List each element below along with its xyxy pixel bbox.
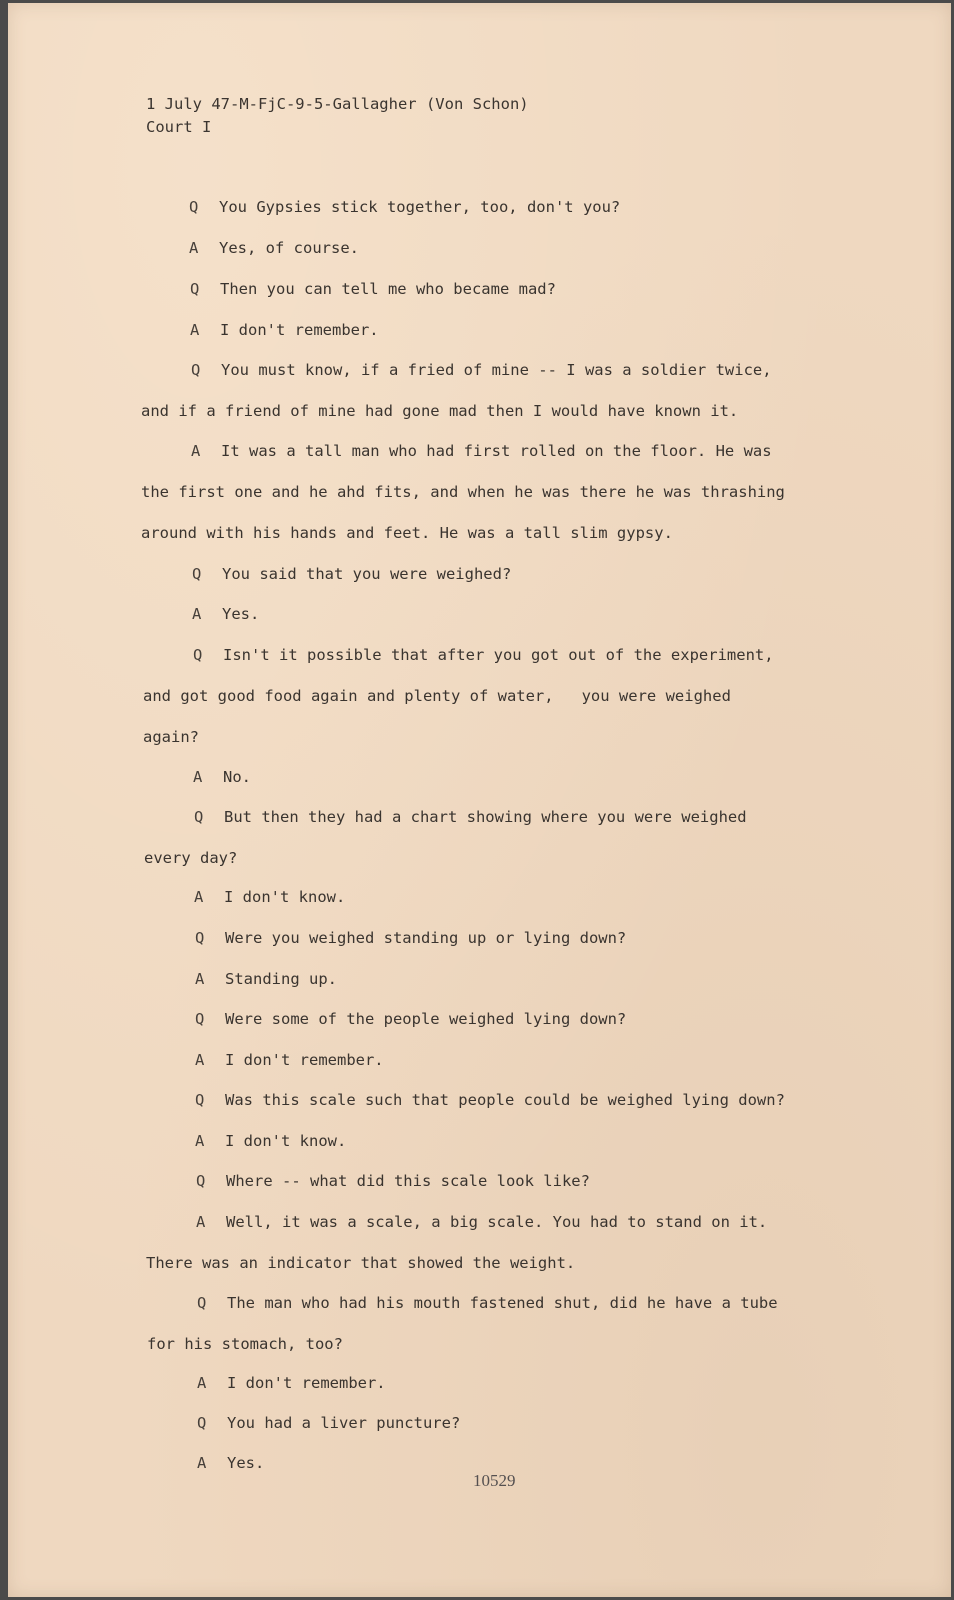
line-text: No.	[223, 768, 251, 786]
page-number: 10529	[473, 1471, 516, 1490]
transcript-line	[195, 1050, 384, 1070]
line-text: I don't know.	[224, 888, 346, 906]
speaker-label: Q	[197, 1414, 207, 1432]
speaker-label: A	[195, 970, 205, 988]
transcript-line	[190, 279, 556, 299]
speaker-label: Q	[195, 1010, 205, 1028]
document-page	[8, 3, 951, 1597]
speaker-label: A	[195, 1051, 205, 1069]
transcript-line	[195, 1090, 785, 1110]
transcript-line	[193, 645, 774, 665]
transcript-line	[192, 564, 511, 584]
line-text: for his stomach, too?	[147, 1335, 343, 1353]
speaker-label: A	[193, 768, 203, 786]
line-text: You had a liver puncture?	[227, 1414, 461, 1432]
transcript-line	[143, 727, 199, 747]
line-text: and got good food again and plenty of water, you were weighed	[143, 687, 731, 705]
line-text: Standing up.	[225, 970, 337, 988]
speaker-label: Q	[195, 1091, 205, 1109]
line-text: You said that you were weighed?	[222, 565, 512, 583]
speaker-label: A	[192, 605, 202, 623]
line-text: You Gypsies stick together, too, don't you?	[219, 198, 621, 216]
header-case-line: 1 July 47-M-FjC-9-5-Gallagher (Von Schon)	[146, 95, 529, 113]
transcript-line	[141, 482, 785, 502]
speaker-label: Q	[189, 198, 199, 216]
line-text: the first one and he ahd fits, and when he was there he was thrashing	[141, 483, 785, 501]
speaker-label: Q	[190, 280, 200, 298]
line-text: I don't remember.	[227, 1374, 386, 1392]
speaker-label: A	[196, 1213, 206, 1231]
line-text: again?	[143, 728, 199, 746]
line-text: The man who had his mouth fastened shut, did he have a tube	[227, 1294, 778, 1312]
transcript-line	[194, 887, 345, 907]
transcript-line	[196, 1171, 590, 1191]
transcript-line	[141, 523, 673, 543]
line-text: Was this scale such that people could be weighed lying down?	[225, 1091, 785, 1109]
speaker-label: A	[197, 1374, 207, 1392]
transcript-line	[191, 441, 772, 461]
transcript-line	[195, 1009, 626, 1029]
document-header	[146, 93, 529, 139]
transcript-line	[195, 1131, 346, 1151]
line-text: I don't remember.	[220, 321, 379, 339]
transcript-line	[190, 320, 379, 340]
transcript-line	[195, 928, 626, 948]
transcript-line	[191, 360, 772, 380]
line-text: Where -- what did this scale look like?	[226, 1172, 590, 1190]
line-text: You must know, if a fried of mine -- I was a soldier twice,	[221, 361, 772, 379]
transcript-line	[144, 848, 237, 868]
line-text: Yes.	[227, 1454, 265, 1472]
line-text: Then you can tell me who became mad?	[220, 280, 556, 298]
speaker-label: A	[190, 321, 200, 339]
transcript-line	[189, 238, 359, 258]
speaker-label: Q	[192, 565, 202, 583]
transcript-line	[189, 197, 620, 217]
transcript-line	[197, 1373, 386, 1393]
line-text: It was a tall man who had first rolled on the floor. He was	[221, 442, 772, 460]
line-text: I don't remember.	[225, 1051, 384, 1069]
transcript-line	[195, 969, 337, 989]
speaker-label: Q	[193, 646, 203, 664]
line-text: Yes, of course.	[219, 239, 359, 257]
transcript-line	[194, 807, 747, 827]
transcript-line	[141, 401, 738, 421]
transcript-line	[146, 1253, 575, 1273]
speaker-label: Q	[191, 361, 201, 379]
header-court-line: Court I	[146, 118, 212, 136]
transcript-line	[197, 1413, 460, 1433]
speaker-label: A	[194, 888, 204, 906]
line-text: and if a friend of mine had gone mad then I would have known it.	[141, 402, 739, 420]
line-text: Were some of the people weighed lying down?	[225, 1010, 627, 1028]
speaker-label: A	[189, 239, 199, 257]
transcript-line	[197, 1293, 778, 1313]
transcript-line	[196, 1212, 767, 1232]
speaker-label: A	[197, 1454, 207, 1472]
line-text: around with his hands and feet. He was a tall slim gypsy.	[141, 524, 673, 542]
transcript-line	[193, 767, 251, 787]
line-text: every day?	[144, 849, 238, 867]
speaker-label: Q	[194, 808, 204, 826]
speaker-label: A	[195, 1132, 205, 1150]
line-text: Well, it was a scale, a big scale. You had to stand on it.	[226, 1213, 768, 1231]
line-text: Were you weighed standing up or lying down?	[225, 929, 627, 947]
line-text: But then they had a chart showing where you were weighed	[224, 808, 747, 826]
speaker-label: Q	[196, 1172, 206, 1190]
speaker-label: A	[191, 442, 201, 460]
transcript-line	[143, 686, 731, 706]
line-text: I don't know.	[225, 1132, 347, 1150]
speaker-label: Q	[197, 1294, 207, 1312]
line-text: There was an indicator that showed the weight.	[146, 1254, 576, 1272]
line-text: Yes.	[222, 605, 260, 623]
speaker-label: Q	[195, 929, 205, 947]
transcript-line	[147, 1334, 343, 1354]
transcript-line	[192, 604, 259, 624]
line-text: Isn't it possible that after you got out of the experiment,	[223, 646, 774, 664]
transcript-line	[197, 1453, 264, 1473]
